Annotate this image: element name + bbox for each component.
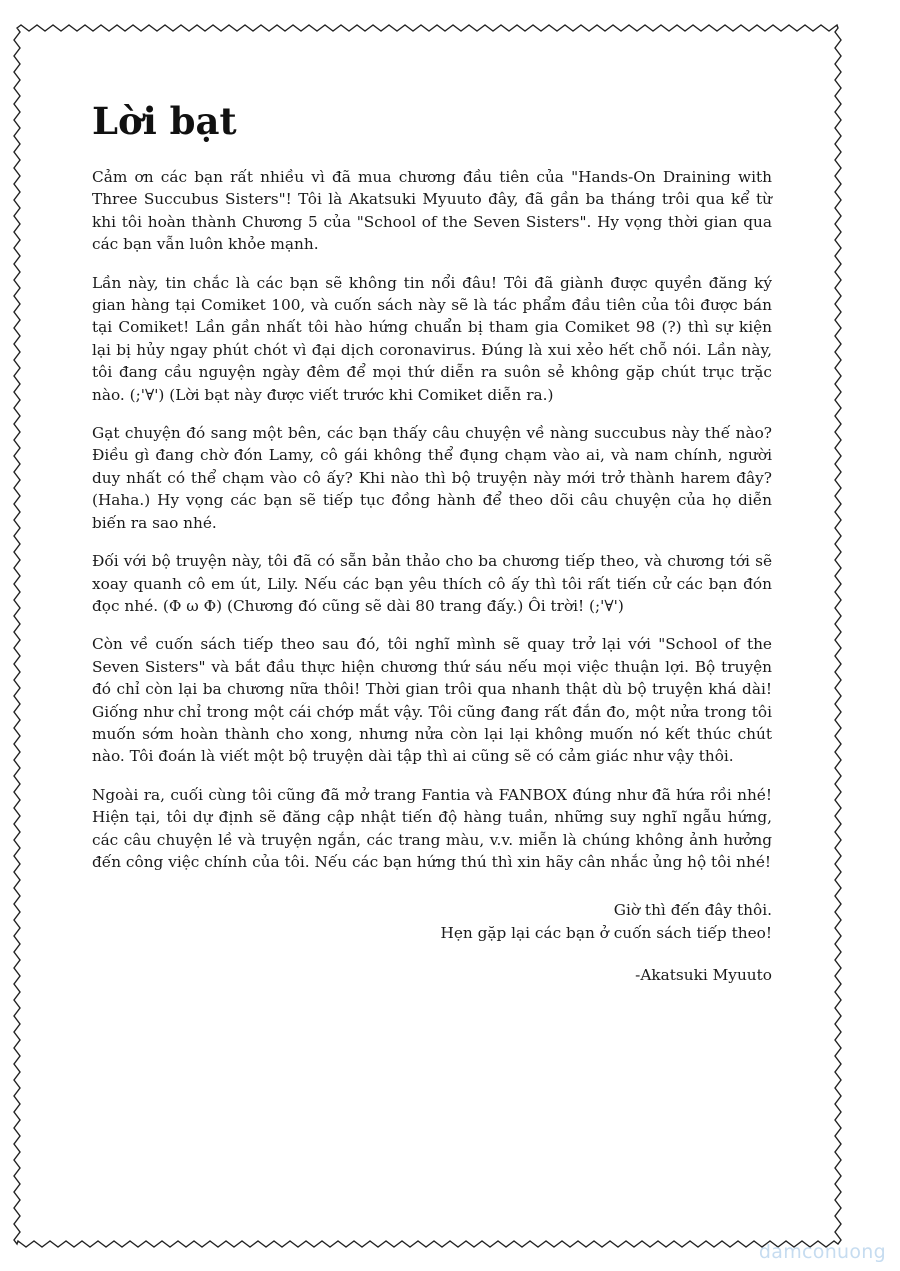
author-signature: -Akatsuki Myuuto [635, 966, 772, 985]
paragraph-6: Ngoài ra, cuối cùng tôi cũng đã mở trang Fantia và FANBOX đúng như đã hứa rồi nhé! Hiện tại, tôi dự định sẽ đăng cập nhật tiến độ hàng tuần, những suy nghĩ ngẫu hứng, các câu chuyện lề và truyện ngắn, các trang màu, v.v. miễn là chúng không ảnh hưởng đến công việc chính của tôi. Nếu các bạn hứng thú thì xin hãy cân nhắc ủng hộ tôi nhé! [92, 785, 772, 871]
afterword-content [92, 96, 772, 987]
paragraph-4: Đối với bộ truyện này, tôi đã có sẵn bản thảo cho ba chương tiếp theo, và chương tới sẽ xoay quanh cô em út, Lily. Nếu các bạn yêu thích cô ấy thì tôi rất tiến cử các bạn đón đọc nhé. (Φ ω Φ) (Chương đó cũng sẽ dài 80 trang đấy.) Ôi trời! (;'∀') [92, 552, 772, 615]
page-title: Lời bạt [92, 99, 237, 143]
paragraph-3: Gạt chuyện đó sang một bên, các bạn thấy câu chuyện về nàng succubus này thế nào? Điều gì đang chờ đón Lamy, cô gái không thể đụng chạm vào ai, và nam chính, người duy nhất có thể chạm vào cô ấy? Khi nào thì bộ truyện này mới trở thành harem đây? (Haha.) Hy vọng các bạn sẽ tiếp tục đồng hành để theo dõi câu chuyện của họ diễn biến ra sao nhé. [92, 424, 772, 532]
closing-line-1: Giờ thì đến đây thôi. [613, 901, 772, 920]
paragraph-5: Còn về cuốn sách tiếp theo sau đó, tôi nghĩ mình sẽ quay trở lại với "School of the Seven Sisters" và bắt đầu thực hiện chương thứ sáu nếu mọi việc thuận lợi. Bộ truyện đó chỉ còn lại ba chương nữa thôi! Thời gian trôi qua nhanh thật dù bộ truyện khá dài! Giống như chỉ trong một cái chớp mắt vậy. Tôi cũng đang rất đắn đo, một nửa trong tôi muốn sớm hoàn thành cho xong, nhưng nửa còn lại lại không muốn nó kết thúc chút nào. Tôi đoán là viết một bộ truyện dài tập thì ai cũng sẽ có cảm giác như vậy thôi. [92, 635, 772, 766]
closing-block [92, 899, 772, 986]
watermark-text: damconuong [758, 1241, 886, 1263]
closing-line-2: Hẹn gặp lại các bạn ở cuốn sách tiếp theo! [440, 923, 772, 942]
paragraph-1: Cảm ơn các bạn rất nhiều vì đã mua chương đầu tiên của "Hands-On Draining with Three Succubus Sisters"! Tôi là Akatsuki Myuuto đây, đã gần ba tháng trôi qua kể từ khi tôi hoàn thành Chương 5 của "School of the Seven Sisters". Hy vọng thời gian qua các bạn vẫn luôn khỏe mạnh. [92, 168, 772, 254]
paragraph-2: Lần này, tin chắc là các bạn sẽ không tin nổi đâu! Tôi đã giành được quyền đăng ký gian hàng tại Comiket 100, và cuốn sách này sẽ là tác phẩm đầu tiên của tôi được bán tại Comiket! Lần gần nhất tôi hào hứng chuẩn bị tham gia Comiket 98 (?) thì sự kiện lại bị hủy ngay phút chót vì đại dịch coronavirus. Đúng là xui xẻo hết chỗ nói. Lần này, tôi đang cầu nguyện ngày đêm để mọi thứ diễn ra suôn sẻ không gặp chút trục trặc nào. (;'∀') (Lời bạt này được viết trước khi Comiket diễn ra.) [92, 273, 772, 404]
